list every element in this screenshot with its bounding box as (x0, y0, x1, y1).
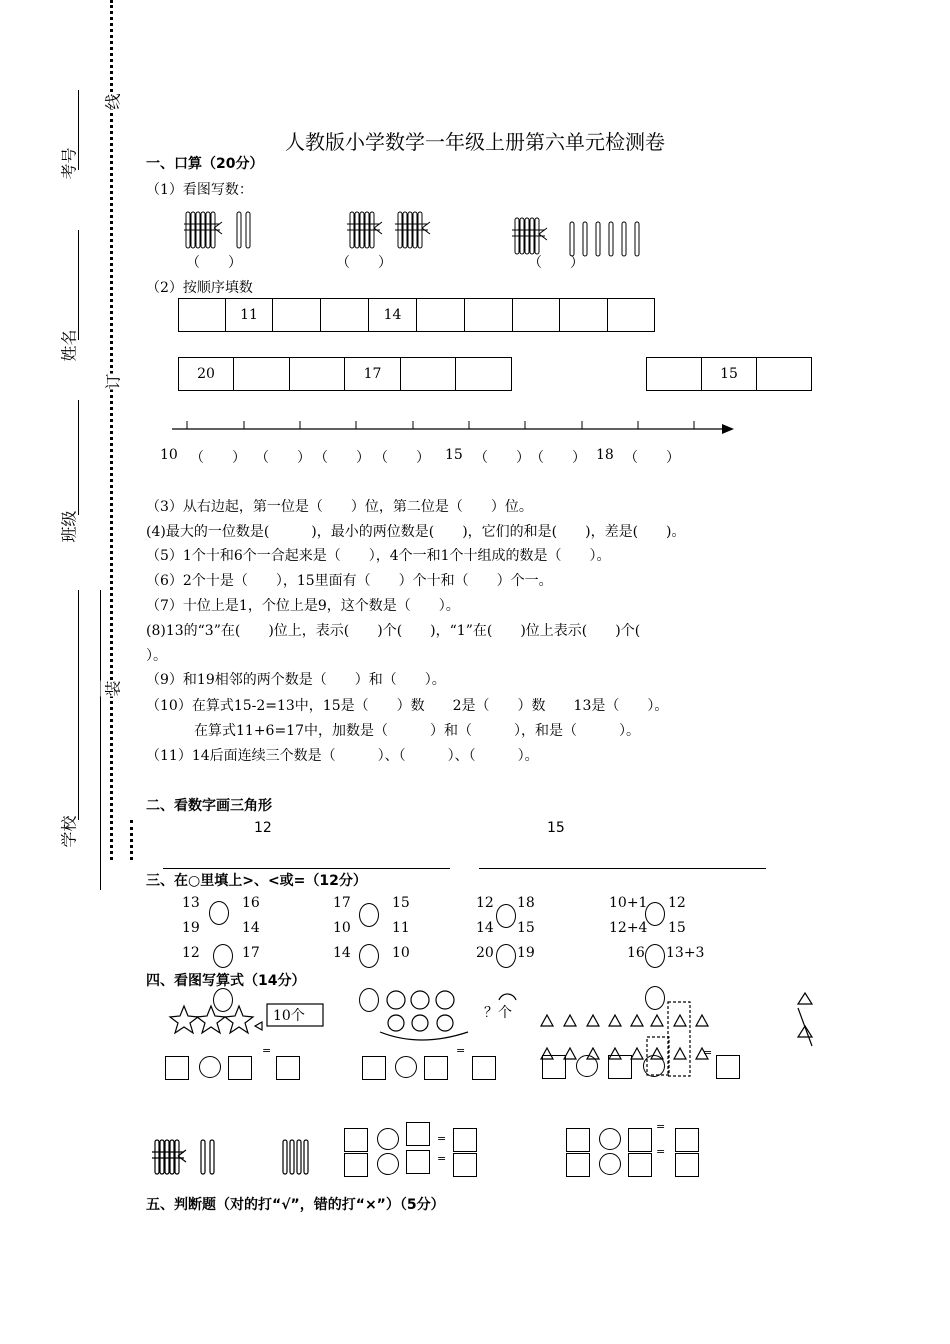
operator-circle[interactable] (377, 1153, 399, 1175)
margin-xingming: 姓名 (59, 329, 79, 362)
question-9: （9）和19相邻的两个数是（ ）和（ ）。 (146, 672, 446, 688)
star-icon (170, 1006, 198, 1033)
answer-box[interactable] (566, 1153, 590, 1177)
compare-left: 12 (182, 945, 200, 961)
question-3: （3）从右边起，第一位是（ ）位，第二位是（ ）位。 (146, 499, 533, 515)
section-4-heading: 四、看图写算式（14分） (146, 973, 306, 989)
compare-right: 14 (242, 920, 260, 936)
unknown-label: ？个 (484, 1005, 512, 1021)
seq-cell[interactable]: 17 (345, 358, 401, 390)
operator-circle[interactable] (395, 1056, 417, 1078)
answer-box[interactable] (453, 1128, 477, 1152)
question-5: （5）1个十和6个一合起来是（ ），4个一和1个十组成的数是（ ）。 (146, 548, 611, 564)
numline-label: 15 (445, 447, 463, 463)
compare-left: 17 (333, 895, 351, 911)
question-8: (8)13的“3”在( )位上，表示( )个( )，“1”在( )位上表示( )个( (146, 623, 641, 639)
compare-right: 18 (517, 895, 535, 911)
triangle-count-left: 12 (254, 820, 272, 836)
equals-sign: = (262, 1044, 272, 1057)
numline-label: 18 (596, 447, 614, 463)
margin-zhuang: 装 (101, 680, 124, 696)
seq-cell[interactable]: 20 (179, 358, 234, 390)
compare-right: 15 (392, 895, 410, 911)
question-10: （10）在算式15-2=13中，15是（ ）数 2是（ ）数 13是（ ）。 (146, 698, 669, 714)
seq-cell[interactable]: 14 (369, 299, 417, 331)
section-5-heading: 五、判断题（对的打“√”，错的打“×”）（5分） (146, 1197, 445, 1213)
answer-box[interactable] (675, 1153, 699, 1177)
compare-left: 20 (476, 945, 494, 961)
answer-box[interactable] (566, 1128, 590, 1152)
answer-box[interactable] (716, 1055, 740, 1079)
compare-right: 19 (517, 945, 535, 961)
answer-box[interactable] (406, 1122, 430, 1146)
numline-blank[interactable]: （ ） (190, 450, 246, 466)
section-2-heading: 二、看数字画三角形 (146, 798, 272, 814)
operator-circle[interactable] (576, 1055, 598, 1077)
star-icon (225, 1006, 253, 1033)
answer-box[interactable] (165, 1056, 189, 1080)
equals-sign: = (656, 1120, 666, 1133)
compare-left: 16 (627, 945, 645, 961)
numline-blank[interactable]: （ ） (474, 450, 530, 466)
answer-box[interactable] (675, 1128, 699, 1152)
numline-blank[interactable]: （ ） (314, 450, 370, 466)
question-11: （11）14后面连续三个数是（ ）、（ ）、（ ）。 (146, 748, 539, 764)
section-3-heading: 三、在○里填上>、<或=（12分） (146, 873, 367, 889)
answer-box[interactable] (362, 1056, 386, 1080)
answer-box[interactable] (472, 1056, 496, 1080)
answer-box[interactable] (608, 1055, 632, 1079)
seq-cell[interactable]: 15 (702, 358, 757, 390)
compare-left: 13 (182, 895, 200, 911)
compare-right: 15 (517, 920, 535, 936)
answer-paren[interactable]: （ ） (528, 255, 584, 271)
answer-box[interactable] (344, 1128, 368, 1152)
section-1-heading: 一、口算（20分） (146, 156, 264, 172)
operator-circle[interactable] (199, 1056, 221, 1078)
compare-right: 10 (392, 945, 410, 961)
star-icon (197, 1006, 225, 1033)
compare-right: 13+3 (666, 945, 705, 961)
compare-left: 10 (333, 920, 351, 936)
margin-xuexiao: 学校 (59, 815, 79, 848)
numline-blank[interactable]: （ ） (624, 450, 680, 466)
answer-box[interactable] (424, 1056, 448, 1080)
answer-box[interactable] (628, 1128, 652, 1152)
question-6: （6）2个十是（ ），15里面有（ ）个十和（ ）个一。 (146, 573, 553, 589)
numline-blank[interactable]: （ ） (374, 450, 430, 466)
page-title: 人教版小学数学一年级上册第六单元检测卷 (285, 130, 665, 154)
answer-box[interactable] (344, 1153, 368, 1177)
compare-right: 16 (242, 895, 260, 911)
triangle-count-right: 15 (547, 820, 565, 836)
margin-ding: 订 (101, 373, 124, 389)
operator-circle[interactable] (599, 1128, 621, 1150)
compare-right: 12 (668, 895, 686, 911)
compare-left: 19 (182, 920, 200, 936)
compare-right: 17 (242, 945, 260, 961)
q2-label: （2）按顺序填数 (146, 280, 253, 296)
margin-banji: 班级 (59, 510, 79, 543)
equals-sign: = (456, 1044, 466, 1057)
equals-sign: = (703, 1046, 713, 1059)
numline-label: 10 (160, 447, 178, 463)
ten-label: 10个 (273, 1008, 305, 1024)
seq-cell[interactable]: 11 (226, 299, 273, 331)
answer-box[interactable] (228, 1056, 252, 1080)
answer-box[interactable] (542, 1055, 566, 1079)
answer-box[interactable] (628, 1153, 652, 1177)
equals-sign: = (437, 1152, 447, 1165)
compare-left: 14 (476, 920, 494, 936)
operator-circle[interactable] (643, 1055, 665, 1077)
margin-kaohao: 考号 (59, 147, 79, 180)
answer-box[interactable] (276, 1056, 300, 1080)
compare-right: 15 (668, 920, 686, 936)
compare-right: 11 (392, 920, 410, 936)
question-8-cont: ）。 (146, 648, 167, 664)
compare-left: 12+4 (609, 920, 648, 936)
equals-sign: = (437, 1132, 447, 1145)
operator-circle[interactable] (599, 1153, 621, 1175)
q1-label: （1）看图写数： (146, 182, 253, 198)
operator-circle[interactable] (377, 1128, 399, 1150)
equals-sign: = (656, 1145, 666, 1158)
answer-box[interactable] (453, 1153, 477, 1177)
compare-left: 14 (333, 945, 351, 961)
question-10-cont: 在算式11+6=17中，加数是（ ）和（ ），和是（ ）。 (194, 723, 640, 739)
compare-left: 12 (476, 895, 494, 911)
compare-left: 10+1 (609, 895, 648, 911)
numline-blank[interactable]: （ ） (530, 450, 586, 466)
question-7: （7）十位上是1，个位上是9，这个数是（ ）。 (146, 598, 460, 614)
answer-paren[interactable]: （ ） (186, 255, 242, 271)
answer-box[interactable] (406, 1150, 430, 1174)
question-4: (4)最大的一位数是( )，最小的两位数是( )，它们的和是( )，差是( )。 (146, 524, 686, 540)
answer-paren[interactable]: （ ） (336, 255, 392, 271)
numline-blank[interactable]: （ ） (255, 450, 311, 466)
margin-xian: 线 (101, 93, 124, 109)
